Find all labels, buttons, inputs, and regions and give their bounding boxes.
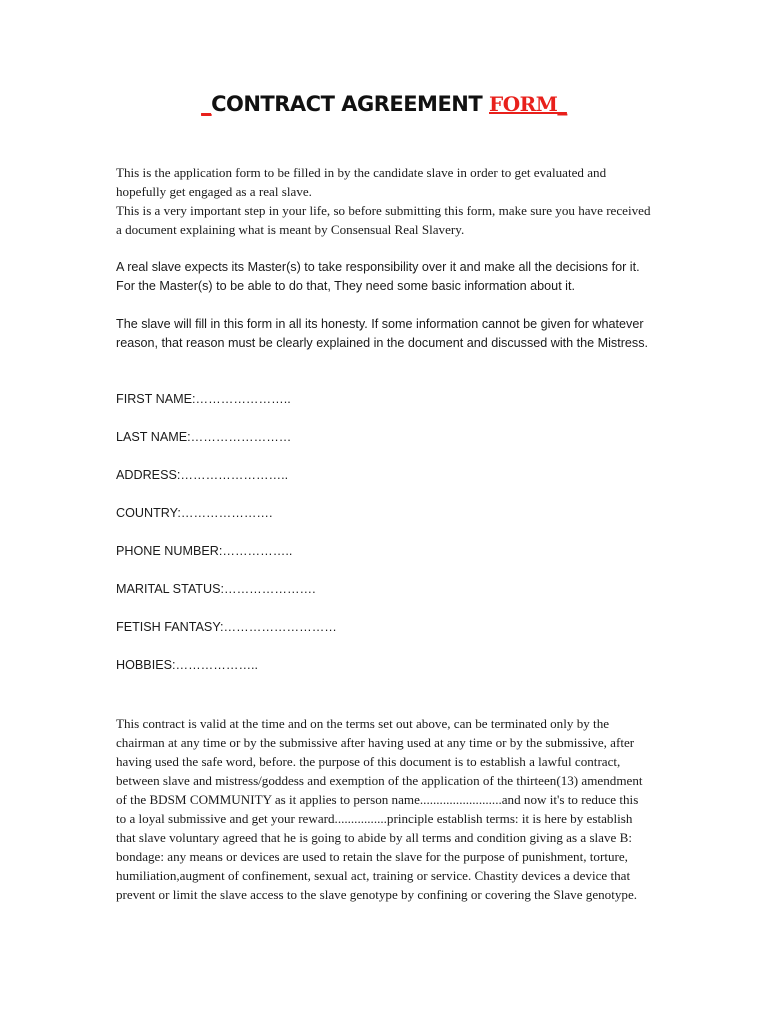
- intro-paragraph: [116, 163, 656, 239]
- intro-line-1: This is the application form to be filled in by the candidate slave in order to get evaluated and hopefully get engaged as a real slave.: [116, 165, 607, 199]
- fetish-fantasy-field: FETISH FANTASY:………………………: [116, 620, 337, 634]
- responsibility-paragraph: A real slave expects its Master(s) to take responsibility over it and make all the decisions for it. For the Master(s) to be able to do that, They need some basic information about it.: [116, 260, 640, 293]
- page-title: [0, 92, 768, 116]
- intro-line-2: This is a very important step in your life, so before submitting this form, make sure you have received a document explaining what is meant by Consensual Real Slavery.: [116, 203, 651, 237]
- honesty-paragraph: The slave will fill in this form in all its honesty. If some information cannot be given for whatever reason, that reason must be clearly explained in the document and discussed with the Mistress.: [116, 317, 649, 350]
- title-lead: _: [201, 92, 212, 116]
- last-name-field: LAST NAME:……………………: [116, 430, 292, 444]
- hobbies-field: HOBBIES:………………..: [116, 658, 259, 672]
- title-main: CONTRACT AGREEMENT: [211, 92, 490, 116]
- contract-terms-paragraph: This contract is valid at the time and on the terms set out above, can be terminated only by the chairman at any time or by the submissive after having used at any time or by the submissive, after having used the safe word, before. the purpose of this document is to establish a lawful contract, between slave and mistress/goddess and exemption of the application of the thirteen(13) amendment of the BDSM COMMUNITY as it applies to person name.........................and now it's to reduce this to a loyal submissive and get your reward................principle establish terms: it is here by establish that slave voluntary agreed that he is going to abide by all terms and condition giving as a slave B: bondage: any means or devices are used to retain the slave for the purpose of punishment, torture, humiliation,augment of confinement, sexual act, training or service. Chastity devices a device that prevent or limit the slave access to the slave genotype by confining or covering the Slave genotype.: [116, 716, 643, 902]
- title-accent: FORM_: [489, 92, 567, 116]
- first-name-field: FIRST NAME:…………………..: [116, 392, 291, 406]
- address-field: ADDRESS:……………………..: [116, 468, 289, 482]
- phone-number-field: PHONE NUMBER:……………..: [116, 544, 293, 558]
- marital-status-field: MARITAL STATUS:………………….: [116, 582, 316, 596]
- country-field: COUNTRY:………………….: [116, 506, 273, 520]
